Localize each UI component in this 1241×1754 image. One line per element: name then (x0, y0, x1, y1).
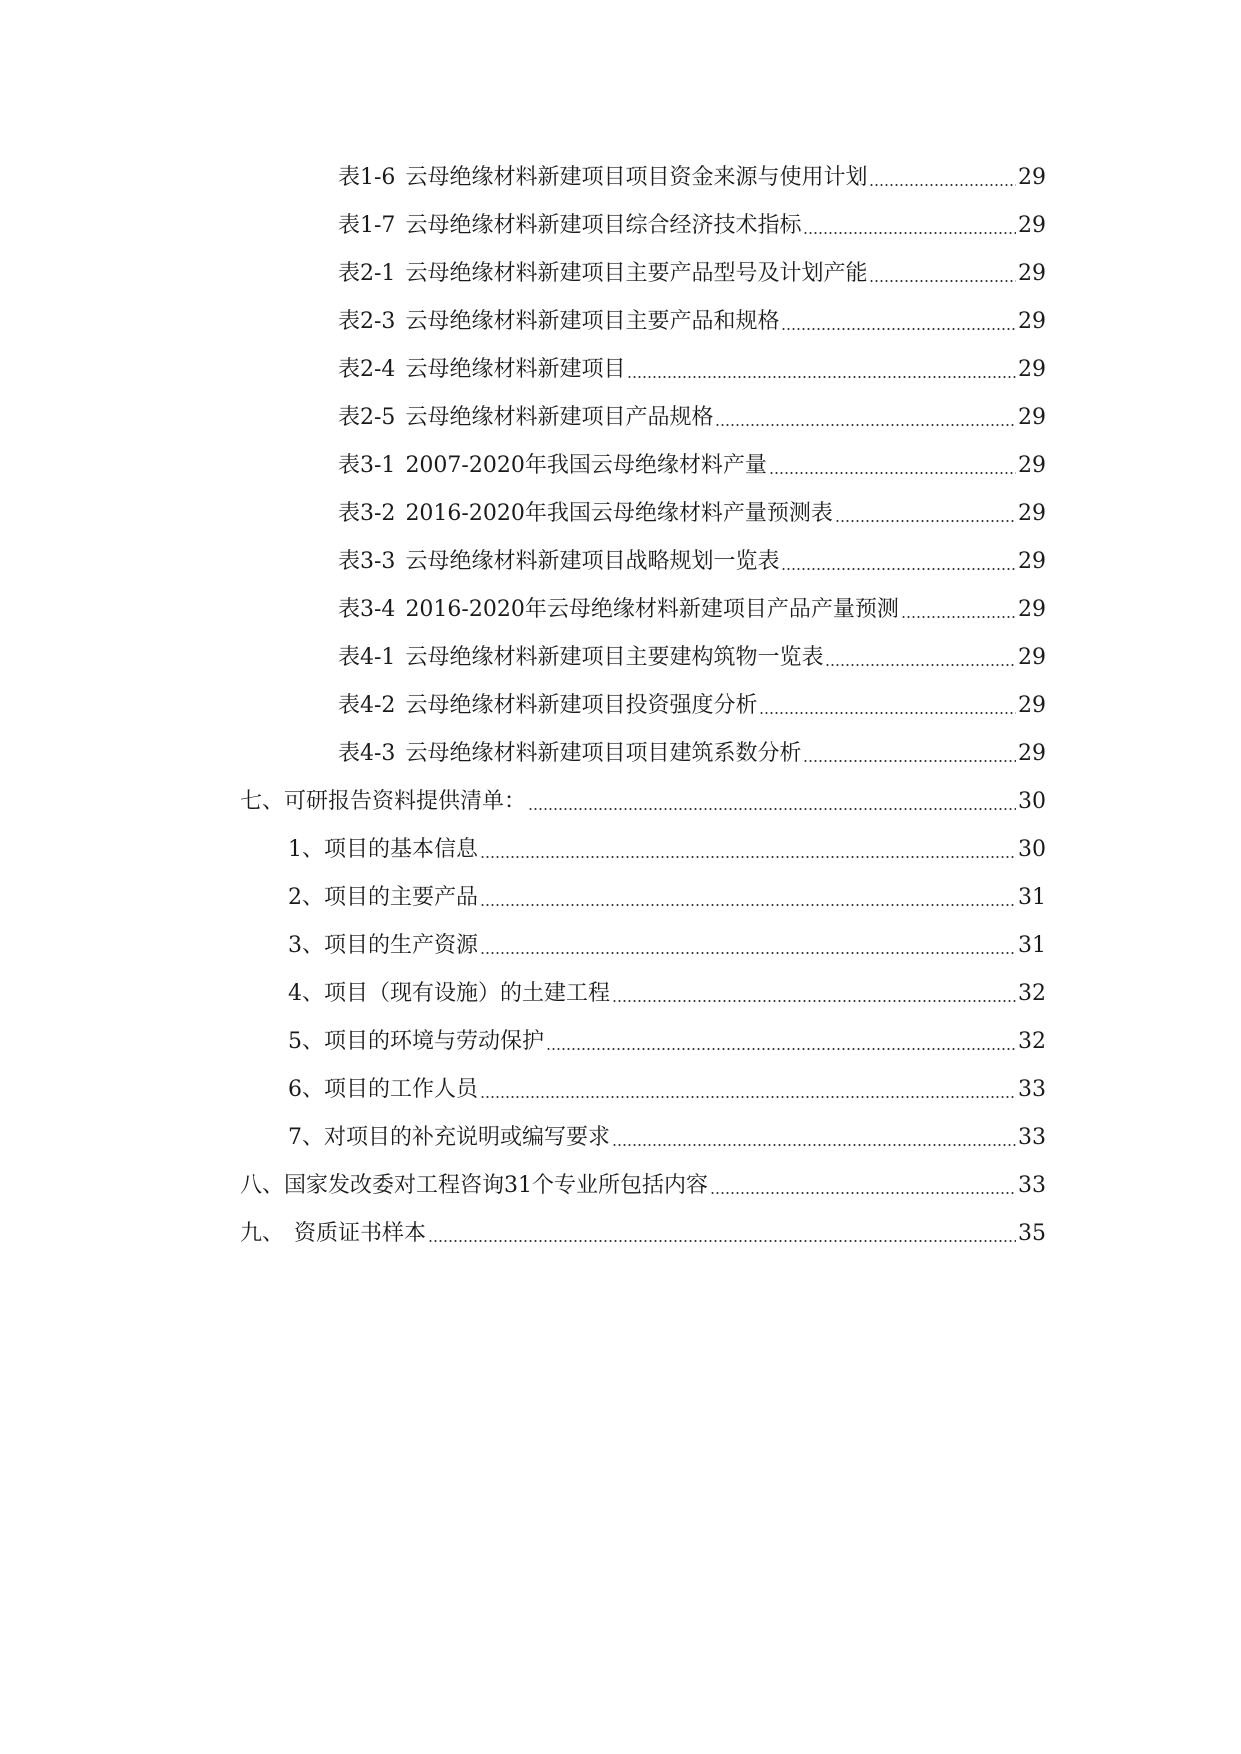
dot-leader (428, 1240, 1016, 1242)
dot-leader (781, 328, 1016, 330)
toc-entry-page: 31 (1018, 933, 1046, 958)
toc-entry-page: 33 (1018, 1077, 1046, 1102)
toc-entry-code: 表2-1 (338, 261, 396, 286)
toc-entry-table-3-3[interactable] (338, 537, 1046, 577)
toc-entry-title: 云母绝缘材料新建项目项目资金来源与使用计划 (405, 165, 868, 190)
dot-leader (781, 568, 1016, 570)
toc-entry-title: 云母绝缘材料新建项目投资强度分析 (405, 693, 758, 718)
toc-entry-code: 表3-1 (338, 453, 396, 478)
toc-entry-page: 32 (1018, 1029, 1046, 1054)
toc-entry-table-3-1[interactable] (338, 441, 1046, 481)
toc-section-9[interactable] (240, 1209, 1046, 1249)
dot-leader (480, 856, 1016, 858)
toc-entry-title: 云母绝缘材料新建项目主要产品型号及计划产能 (405, 261, 868, 286)
toc-entry-table-2-1[interactable] (338, 249, 1046, 289)
toc-entry-title: 云母绝缘材料新建项目综合经济技术指标 (405, 213, 802, 238)
toc-section-7[interactable] (240, 777, 1046, 817)
toc-entry-code: 表2-4 (338, 357, 396, 382)
dot-leader (480, 952, 1016, 954)
toc-entry-title: 1、项目的基本信息 (288, 837, 478, 862)
toc-entry-page: 29 (1018, 501, 1046, 526)
toc-entry-table-3-4[interactable] (338, 585, 1046, 625)
toc-entry-page: 32 (1018, 981, 1046, 1006)
toc-entry-page: 29 (1018, 741, 1046, 766)
toc-entry-table-1-7[interactable] (338, 201, 1046, 241)
toc-entry-title: 6、项目的工作人员 (288, 1077, 478, 1102)
toc-entry-table-4-2[interactable] (338, 681, 1046, 721)
toc-item-1[interactable] (288, 825, 1046, 865)
toc-entry-title: 7、对项目的补充说明或编写要求 (288, 1125, 610, 1150)
dot-leader (715, 424, 1016, 426)
toc-entry-page: 29 (1018, 213, 1046, 238)
toc-entry-title: 云母绝缘材料新建项目产品规格 (405, 405, 714, 430)
toc-entry-page: 29 (1018, 549, 1046, 574)
toc-entry-page: 31 (1018, 885, 1046, 910)
toc-entry-page: 29 (1018, 405, 1046, 430)
toc-entry-table-2-5[interactable] (338, 393, 1046, 433)
toc-entry-table-4-3[interactable] (338, 729, 1046, 769)
toc-entry-title: 云母绝缘材料新建项目战略规划一览表 (405, 549, 780, 574)
toc-entry-title: 3、项目的生产资源 (288, 933, 478, 958)
toc-entry-table-3-2[interactable] (338, 489, 1046, 529)
toc-entry-page: 29 (1018, 693, 1046, 718)
toc-entry-title: 2016-2020年我国云母绝缘材料产量预测表 (405, 501, 833, 526)
toc-item-3[interactable] (288, 921, 1046, 961)
toc-entry-title: 八、国家发改委对工程咨询31个专业所包括内容 (240, 1173, 708, 1198)
toc-entry-code: 表3-4 (338, 597, 396, 622)
dot-leader (769, 472, 1016, 474)
dot-leader (835, 520, 1016, 522)
dot-leader (480, 904, 1016, 906)
dot-leader (901, 616, 1016, 618)
toc-entry-page: 33 (1018, 1173, 1046, 1198)
toc-entry-title: 2、项目的主要产品 (288, 885, 478, 910)
toc-entry-page: 29 (1018, 261, 1046, 286)
toc-entry-title: 七、可研报告资料提供清单： (240, 789, 527, 814)
toc-entry-table-4-1[interactable] (338, 633, 1046, 673)
toc-entry-title: 5、项目的环境与劳动保护 (288, 1029, 544, 1054)
dot-leader (869, 184, 1016, 186)
dot-leader (803, 760, 1016, 762)
dot-leader (627, 376, 1016, 378)
dot-leader (869, 280, 1016, 282)
toc-entry-code: 表2-5 (338, 405, 396, 430)
dot-leader (759, 712, 1016, 714)
dot-leader (480, 1096, 1016, 1098)
toc-entry-code: 表4-3 (338, 741, 396, 766)
toc-entry-title: 云母绝缘材料新建项目主要建构筑物一览表 (405, 645, 824, 670)
toc-entry-table-1-6[interactable] (338, 153, 1046, 193)
dot-leader (546, 1048, 1016, 1050)
toc-entry-page: 30 (1018, 789, 1046, 814)
toc-entry-title: 资质证书样本 (294, 1221, 427, 1246)
toc-entry-page: 29 (1018, 357, 1046, 382)
dot-leader (825, 664, 1016, 666)
toc-entry-page: 30 (1018, 837, 1046, 862)
toc-entry-code: 表4-2 (338, 693, 396, 718)
toc-entry-page: 35 (1018, 1221, 1046, 1246)
dot-leader (710, 1192, 1016, 1194)
toc-item-6[interactable] (288, 1065, 1046, 1105)
toc-entry-title: 2016-2020年云母绝缘材料新建项目产品产量预测 (405, 597, 899, 622)
dot-leader (612, 1144, 1016, 1146)
dot-leader (528, 808, 1016, 810)
toc-entry-code: 表1-7 (338, 213, 396, 238)
toc-entry-code: 表3-2 (338, 501, 396, 526)
toc-entry-code: 表3-3 (338, 549, 396, 574)
dot-leader (803, 232, 1016, 234)
toc-entry-page: 29 (1018, 165, 1046, 190)
toc-item-2[interactable] (288, 873, 1046, 913)
toc-section-8[interactable] (240, 1161, 1046, 1201)
toc-entry-code: 表2-3 (338, 309, 396, 334)
dot-leader (612, 1000, 1016, 1002)
toc-entry-title: 4、项目（现有设施）的土建工程 (288, 981, 610, 1006)
toc-entry-table-2-3[interactable] (338, 297, 1046, 337)
toc-entry-table-2-4[interactable] (338, 345, 1046, 385)
toc-entry-code: 表4-1 (338, 645, 396, 670)
toc-item-5[interactable] (288, 1017, 1046, 1057)
toc-entry-title: 云母绝缘材料新建项目主要产品和规格 (405, 309, 780, 334)
toc-entry-page: 29 (1018, 645, 1046, 670)
toc-item-7[interactable] (288, 1113, 1046, 1153)
toc-entry-title: 2007-2020年我国云母绝缘材料产量 (405, 453, 767, 478)
toc-entry-page: 29 (1018, 597, 1046, 622)
toc-entry-title: 云母绝缘材料新建项目 (405, 357, 626, 382)
toc-entry-page: 29 (1018, 453, 1046, 478)
toc-item-4[interactable] (288, 969, 1046, 1009)
toc-entry-number: 九、 (240, 1221, 285, 1246)
toc-entry-title: 云母绝缘材料新建项目项目建筑系数分析 (405, 741, 802, 766)
toc-entry-page: 29 (1018, 309, 1046, 334)
toc-entry-page: 33 (1018, 1125, 1046, 1150)
toc-entry-code: 表1-6 (338, 165, 396, 190)
